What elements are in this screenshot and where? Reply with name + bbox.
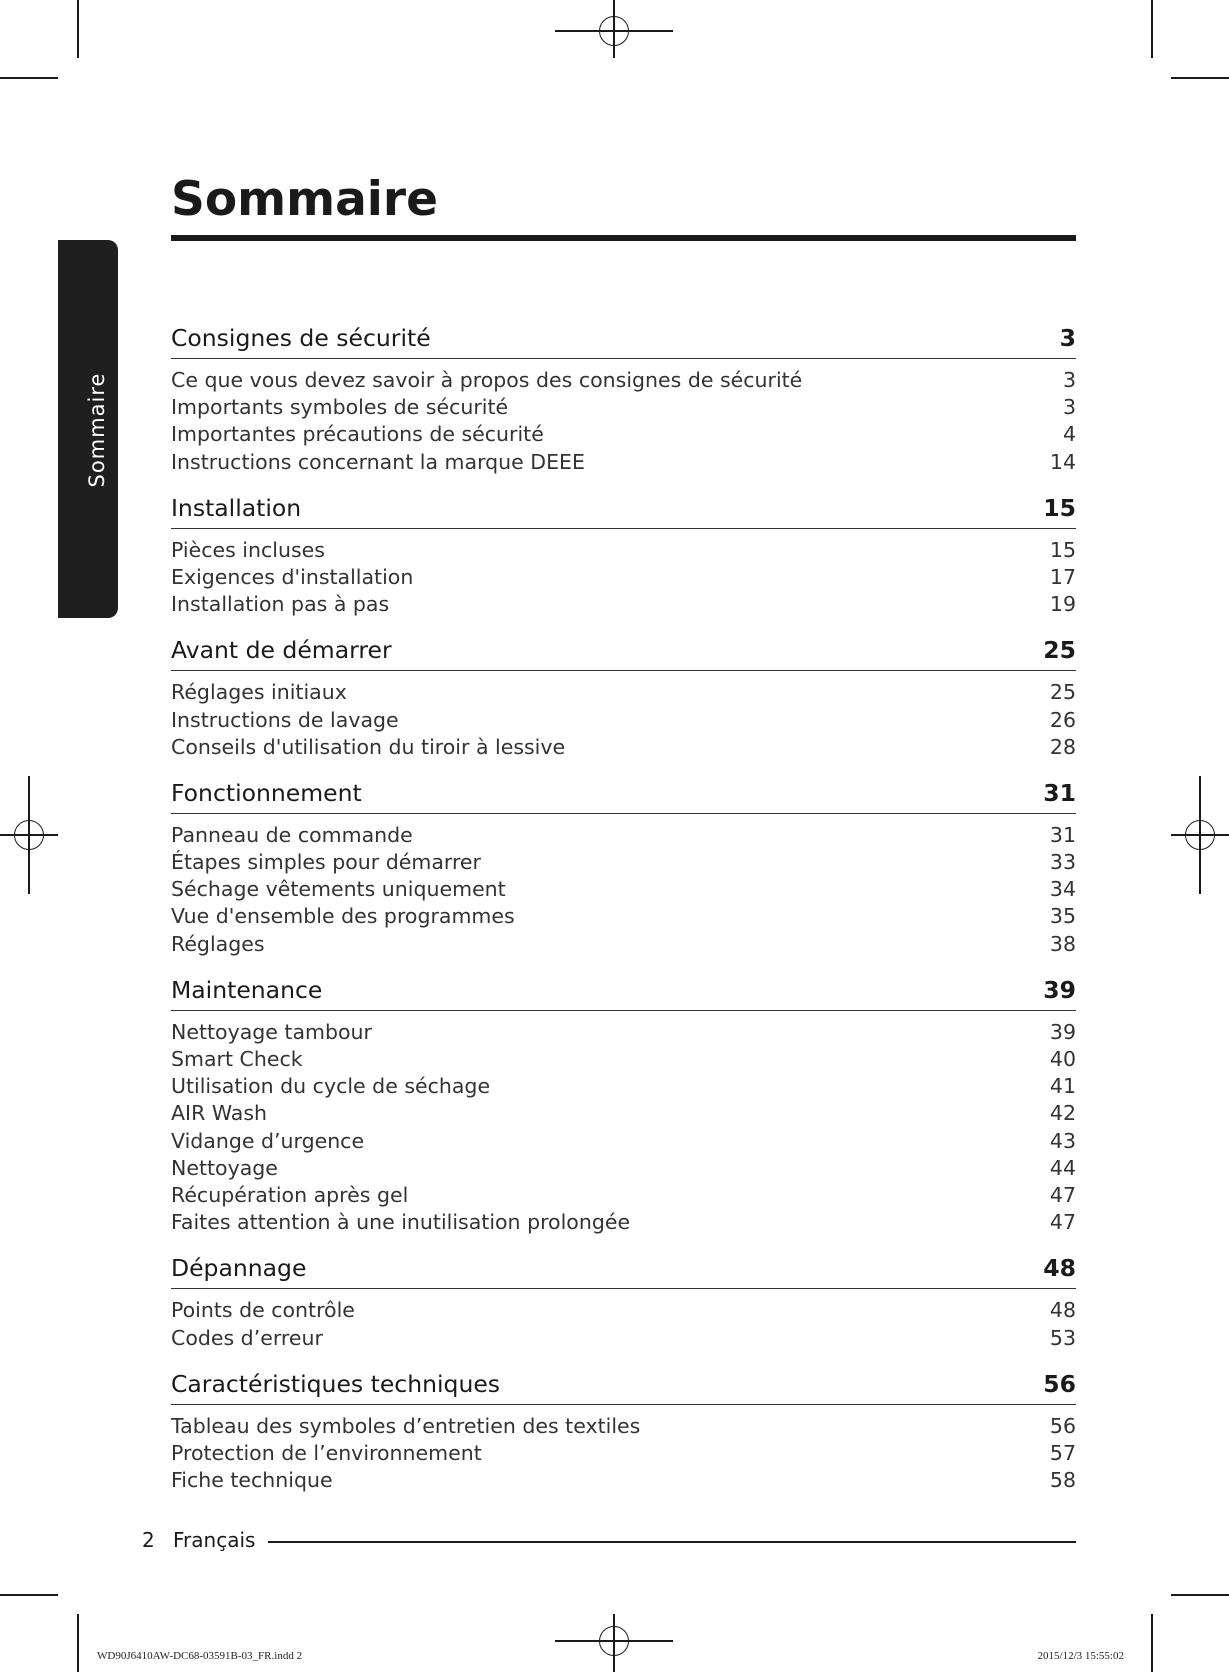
toc-entry[interactable] xyxy=(171,394,1076,421)
toc-entry-label: Ce que vous devez savoir à propos des consignes de sécurité xyxy=(171,368,803,392)
toc-entry[interactable] xyxy=(171,564,1076,591)
crop-mark xyxy=(0,77,58,79)
toc-entry[interactable] xyxy=(171,1155,1076,1182)
toc-entry-page: 39 xyxy=(1049,1019,1076,1044)
toc-section-page: 48 xyxy=(1043,1254,1076,1283)
toc-entry[interactable] xyxy=(171,537,1076,564)
toc-entry-list xyxy=(171,1405,1076,1507)
toc-entry-page: 41 xyxy=(1049,1074,1076,1099)
toc-entry-page: 33 xyxy=(1049,850,1076,875)
toc-section-title: Dépannage xyxy=(171,1254,307,1283)
toc-entry[interactable] xyxy=(171,734,1076,761)
toc-entry-label: Récupération après gel xyxy=(171,1182,409,1207)
toc-section-header[interactable] xyxy=(171,970,1076,1011)
toc-section-title: Fonctionnement xyxy=(171,778,362,807)
toc-section-page: 31 xyxy=(1043,778,1076,807)
toc-entry-page: 3 xyxy=(1062,395,1076,420)
toc-section xyxy=(171,488,1076,631)
page-title: Sommaire xyxy=(171,172,438,227)
toc-entry-label: Tableau des symboles d’entretien des textiles xyxy=(171,1413,641,1438)
toc-entry[interactable] xyxy=(171,1019,1076,1046)
registration-mark xyxy=(555,0,673,58)
toc-entry-label: Panneau de commande xyxy=(171,822,413,847)
crop-mark xyxy=(0,1594,58,1596)
toc-entry-label: Smart Check xyxy=(171,1047,303,1071)
crop-mark xyxy=(77,0,79,58)
toc-entry-list xyxy=(171,1289,1076,1363)
crop-mark xyxy=(77,1614,79,1672)
toc-entry-label: Séchage vêtements uniquement xyxy=(171,877,506,902)
toc-section-title: Caractéristiques techniques xyxy=(171,1369,501,1398)
toc-entry[interactable] xyxy=(171,1046,1076,1073)
toc-section xyxy=(171,1248,1076,1363)
toc-entry-page: 44 xyxy=(1049,1155,1076,1180)
toc-entry[interactable] xyxy=(171,931,1076,958)
toc-entry[interactable] xyxy=(171,849,1076,876)
toc-entry-page: 48 xyxy=(1049,1298,1076,1323)
toc-section-header[interactable] xyxy=(171,488,1076,529)
toc-section-header[interactable] xyxy=(171,1364,1076,1405)
print-slug-file: WD90J6410AW-DC68-03591B-03_FR.indd 2 xyxy=(97,1650,303,1662)
registration-mark xyxy=(0,776,58,894)
toc-entry-label: Importantes précautions de sécurité xyxy=(171,422,544,447)
toc-entry[interactable] xyxy=(171,876,1076,903)
toc-entry[interactable] xyxy=(171,449,1076,476)
toc-entry-list xyxy=(171,359,1076,488)
toc-section-title: Installation xyxy=(171,493,302,522)
toc-entry-label: Vidange d’urgence xyxy=(171,1128,365,1153)
toc-entry-page: 31 xyxy=(1049,822,1076,847)
toc-entry-label: Instructions concernant la marque DEEE xyxy=(171,449,585,474)
footer-language: Français xyxy=(173,1528,256,1552)
toc-entry-label: AIR Wash xyxy=(171,1101,268,1126)
toc-entry-label: Exigences d'installation xyxy=(171,564,414,589)
toc-entry-page: 19 xyxy=(1049,592,1076,617)
toc-entry-list xyxy=(171,529,1076,631)
toc-entry-page: 43 xyxy=(1049,1128,1076,1153)
toc-section-page: 15 xyxy=(1043,493,1076,522)
toc-entry-list xyxy=(171,671,1076,773)
registration-mark xyxy=(555,1614,673,1672)
title-rule xyxy=(171,235,1076,241)
toc-entry-page: 57 xyxy=(1049,1440,1076,1465)
toc-entry[interactable] xyxy=(171,679,1076,706)
toc-entry[interactable] xyxy=(171,1413,1076,1440)
toc-entry[interactable] xyxy=(171,367,1076,394)
toc-section-title: Consignes de sécurité xyxy=(171,324,431,352)
toc-section xyxy=(171,630,1076,773)
toc-entry-label: Codes d’erreur xyxy=(171,1325,323,1350)
toc-entry-page: 4 xyxy=(1062,422,1076,447)
toc-section-page: 25 xyxy=(1043,636,1076,665)
toc-section-header[interactable] xyxy=(171,1248,1076,1289)
toc-entry-label: Pièces incluses xyxy=(171,537,325,562)
toc-section-header[interactable] xyxy=(171,773,1076,814)
toc-entry-label: Utilisation du cycle de séchage xyxy=(171,1074,491,1099)
toc-entry[interactable] xyxy=(171,822,1076,849)
toc-section-header[interactable] xyxy=(171,318,1076,359)
side-tab-label: Sommaire xyxy=(85,372,109,488)
toc-entry-page: 38 xyxy=(1049,931,1076,956)
toc-entry-list xyxy=(171,814,1076,970)
toc-entry[interactable] xyxy=(171,1467,1076,1494)
toc-section xyxy=(171,318,1076,488)
footer-page-number: 2 xyxy=(142,1528,155,1552)
toc-entry[interactable] xyxy=(171,1128,1076,1155)
toc-section xyxy=(171,1364,1076,1507)
toc-entry-list xyxy=(171,1011,1076,1249)
crop-mark xyxy=(1151,1614,1153,1672)
print-slug-datetime: 2015/12/3 15:55:02 xyxy=(1037,1650,1124,1662)
toc-section-header[interactable] xyxy=(171,630,1076,671)
toc-entry[interactable] xyxy=(171,1209,1076,1236)
toc-entry-label: Nettoyage xyxy=(171,1155,278,1180)
toc-section-page: 39 xyxy=(1043,975,1076,1004)
toc-entry[interactable] xyxy=(171,1297,1076,1324)
toc-entry-page: 58 xyxy=(1049,1468,1076,1493)
toc-entry-label: Fiche technique xyxy=(171,1468,333,1493)
toc-entry[interactable] xyxy=(171,1325,1076,1352)
toc-entry-page: 28 xyxy=(1049,734,1076,759)
toc-section xyxy=(171,970,1076,1249)
toc-entry-label: Importants symboles de sécurité xyxy=(171,395,509,420)
crop-mark xyxy=(1171,77,1229,79)
toc-entry-page: 53 xyxy=(1049,1325,1076,1350)
toc-entry-page: 34 xyxy=(1049,877,1076,902)
toc-entry-page: 17 xyxy=(1049,564,1076,589)
toc-entry-page: 3 xyxy=(1062,368,1076,392)
toc-entry-label: Faites attention à une inutilisation prolongée xyxy=(171,1210,631,1235)
toc-section-page: 56 xyxy=(1043,1369,1076,1398)
toc-entry-label: Conseils d'utilisation du tiroir à lessive xyxy=(171,734,566,759)
toc-entry-page: 47 xyxy=(1049,1210,1076,1235)
toc-section-title: Avant de démarrer xyxy=(171,636,392,665)
toc-entry-label: Nettoyage tambour xyxy=(171,1019,372,1044)
toc-entry[interactable] xyxy=(171,591,1076,618)
toc-entry-page: 25 xyxy=(1049,680,1076,705)
toc-entry-page: 14 xyxy=(1049,449,1076,474)
toc-entry-page: 15 xyxy=(1049,537,1076,562)
toc-entry-label: Protection de l’environnement xyxy=(171,1440,482,1465)
toc-section xyxy=(171,773,1076,970)
toc-entry[interactable] xyxy=(171,421,1076,448)
toc-entry-label: Réglages initiaux xyxy=(171,680,347,705)
toc-entry-page: 42 xyxy=(1049,1101,1076,1126)
footer-rule xyxy=(268,1541,1076,1543)
crop-mark xyxy=(1151,0,1153,58)
registration-mark xyxy=(1171,776,1229,894)
toc-entry-page: 40 xyxy=(1049,1047,1076,1071)
toc-entry-label: Réglages xyxy=(171,931,265,956)
toc-entry[interactable] xyxy=(171,707,1076,734)
toc-entry-label: Instructions de lavage xyxy=(171,707,399,732)
toc-entry-label: Points de contrôle xyxy=(171,1298,355,1323)
toc-entry-label: Étapes simples pour démarrer xyxy=(171,850,481,875)
toc-entry[interactable] xyxy=(171,1100,1076,1127)
table-of-contents xyxy=(171,318,1076,1506)
toc-section-title: Maintenance xyxy=(171,975,323,1004)
toc-entry[interactable] xyxy=(171,1440,1076,1467)
toc-entry-page: 56 xyxy=(1049,1413,1076,1438)
toc-entry-label: Vue d'ensemble des programmes xyxy=(171,904,515,929)
toc-entry[interactable] xyxy=(171,1073,1076,1100)
toc-entry-page: 26 xyxy=(1049,707,1076,732)
toc-entry-label: Installation pas à pas xyxy=(171,592,390,617)
toc-section-page: 3 xyxy=(1059,324,1076,352)
toc-entry-page: 35 xyxy=(1049,904,1076,929)
toc-entry[interactable] xyxy=(171,903,1076,930)
crop-mark xyxy=(1171,1594,1229,1596)
toc-entry[interactable] xyxy=(171,1182,1076,1209)
toc-entry-page: 47 xyxy=(1049,1182,1076,1207)
